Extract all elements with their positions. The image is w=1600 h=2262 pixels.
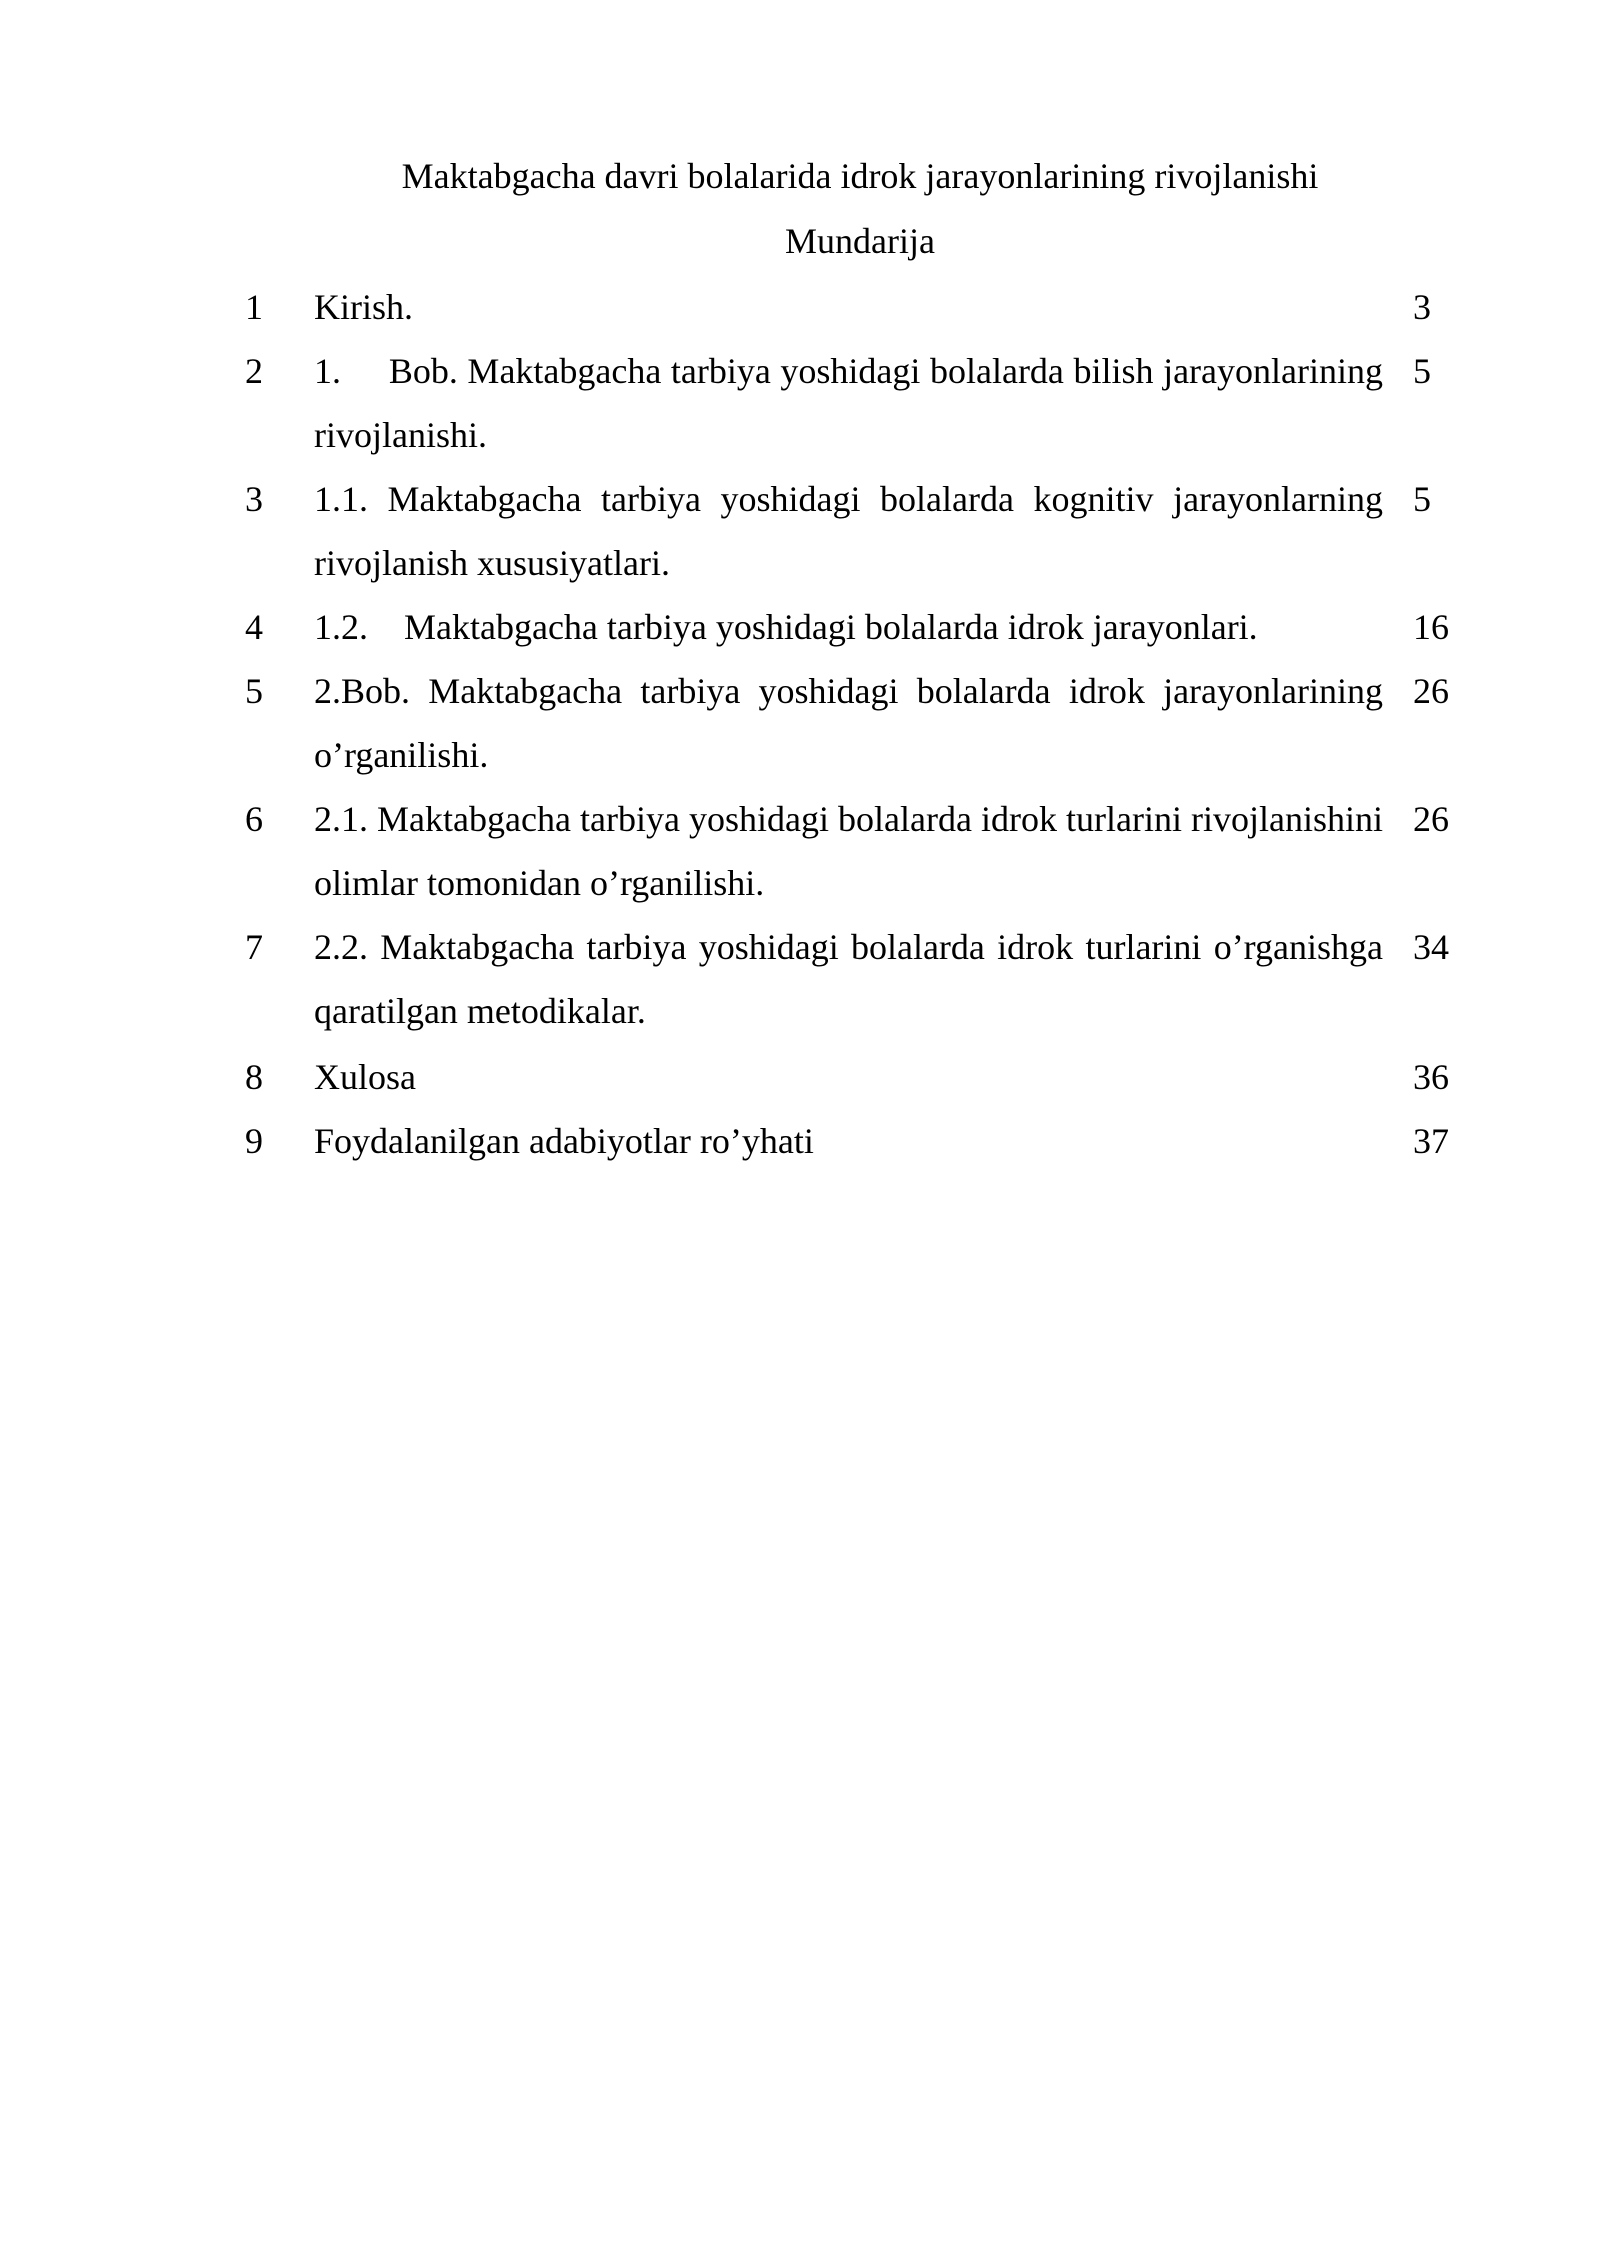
toc-entry-page: 34 (1413, 927, 1449, 967)
toc-entry (230, 659, 1475, 787)
toc-entry-page: 36 (1413, 1057, 1449, 1097)
toc-entry-number: 8 (245, 1057, 263, 1097)
toc-entry-page: 5 (1413, 479, 1431, 519)
toc-entry-page: 3 (1413, 287, 1431, 327)
toc-entry-title: Xulosa (314, 1057, 416, 1097)
toc-entry-page: 26 (1413, 671, 1449, 711)
toc-entry-number: 6 (245, 799, 263, 839)
toc-entry-title: 2.1. Maktabgacha tarbiya yoshidagi bolalarda idrok turlarini rivojlanishini olimlar tomonidan o’rganilishi. (314, 799, 1383, 903)
toc-entry-page: 26 (1413, 799, 1449, 839)
toc-entry (230, 595, 1475, 659)
toc-entry (230, 787, 1475, 915)
toc-entry-page: 37 (1413, 1121, 1449, 1161)
toc-entry-title: Kirish. (314, 287, 413, 327)
toc-entry-number: 9 (245, 1121, 263, 1161)
toc-entry-number: 4 (245, 607, 263, 647)
toc-entry (230, 275, 1475, 339)
toc-entry (230, 915, 1475, 1043)
toc-entry (230, 1045, 1475, 1109)
toc-entry-number: 1 (245, 287, 263, 327)
toc-entry-title: 2.2. Maktabgacha tarbiya yoshidagi bolalarda idrok turlarini o’rganishga qaratilgan metodikalar. (314, 927, 1383, 1031)
toc-entry-number: 3 (245, 479, 263, 519)
toc-entry-title: 1.2. Maktabgacha tarbiya yoshidagi bolalarda idrok jarayonlari. (314, 607, 1258, 647)
toc-entry-page: 16 (1413, 607, 1449, 647)
toc-entry (230, 467, 1475, 595)
toc-heading: Mundarija (785, 221, 935, 261)
toc-entry-title: 2.Bob. Maktabgacha tarbiya yoshidagi bolalarda idrok jarayonlarining o’rganilishi. (314, 671, 1383, 775)
document-title: Maktabgacha davri bolalarida idrok jarayonlarining rivojlanishi (401, 156, 1319, 196)
table-of-contents (230, 275, 1475, 1173)
toc-entry-number: 5 (245, 671, 263, 711)
toc-entry (230, 339, 1475, 467)
toc-entry (230, 1109, 1475, 1173)
toc-entry-title: Foydalanilgan adabiyotlar ro’yhati (314, 1121, 814, 1161)
toc-entry-number: 7 (245, 927, 263, 967)
toc-entry-title: 1.1. Maktabgacha tarbiya yoshidagi bolalarda kognitiv jarayonlarning rivojlanish xususiyatlari. (314, 479, 1383, 583)
toc-entry-page: 5 (1413, 351, 1431, 391)
toc-entry-number: 2 (245, 351, 263, 391)
toc-entry-title: 1. Bob. Maktabgacha tarbiya yoshidagi bolalarda bilish jarayonlarining rivojlanishi. (314, 351, 1383, 455)
